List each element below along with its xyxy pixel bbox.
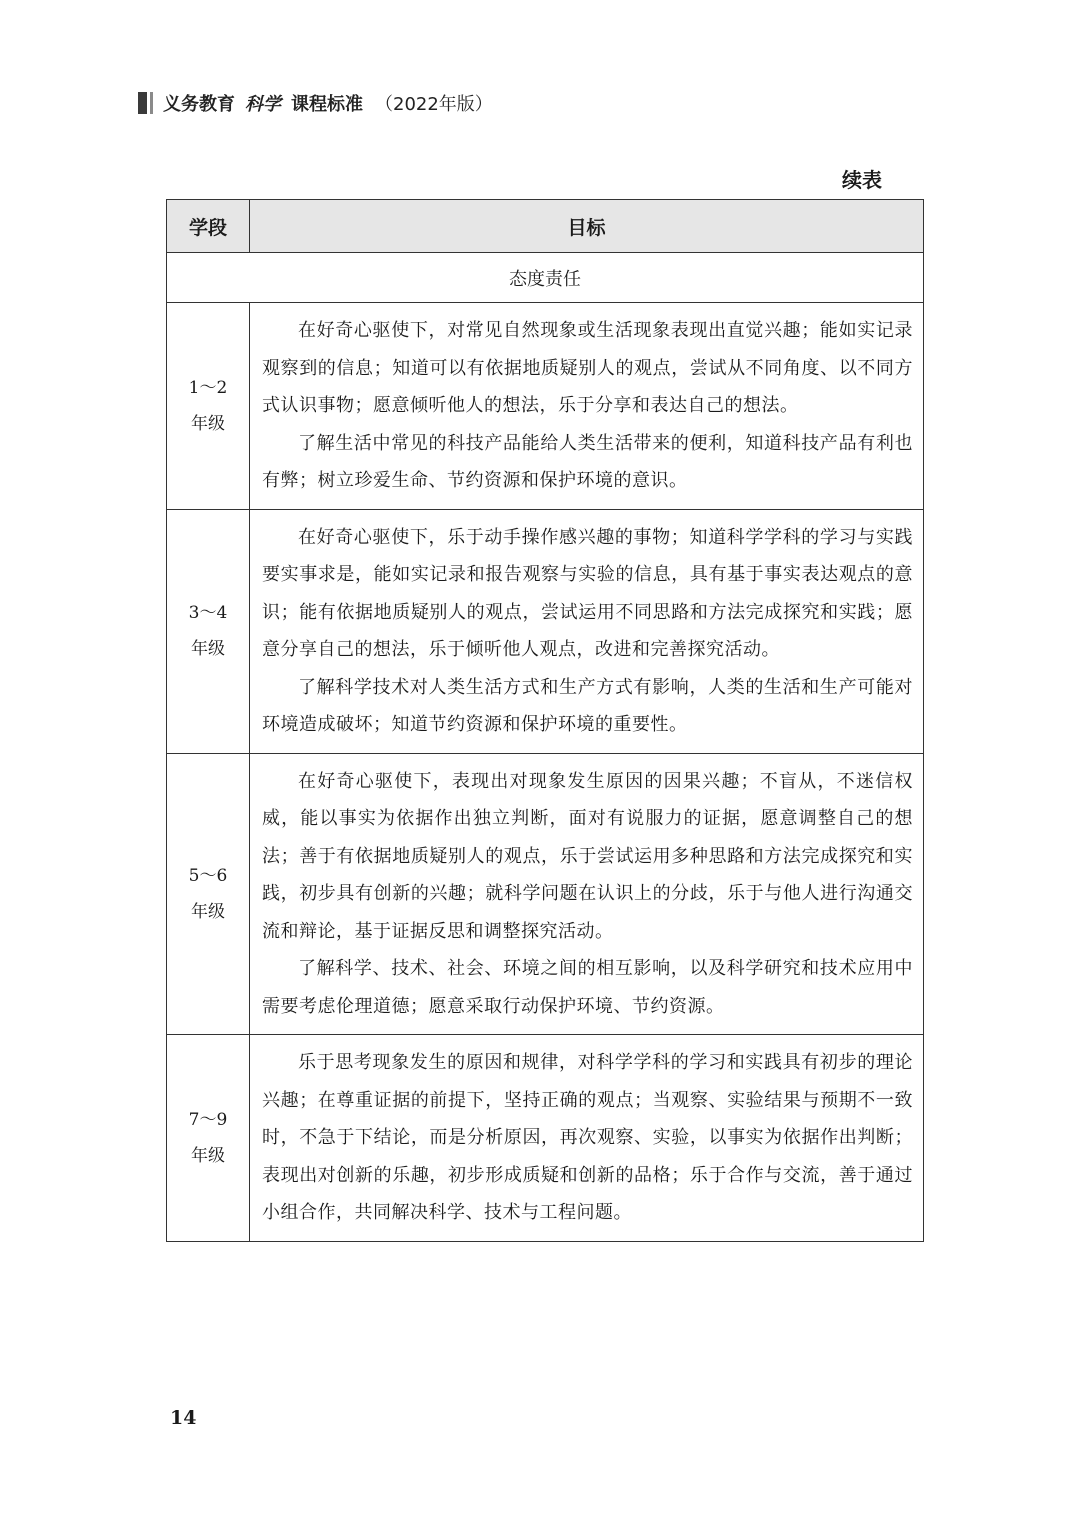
goal-cell	[250, 753, 924, 1035]
stage-range: 7～9	[188, 1109, 228, 1130]
goal-cell	[250, 303, 924, 510]
column-header-stage: 学段	[167, 200, 250, 253]
stage-unit: 年级	[191, 1145, 225, 1166]
goal-paragraph: 了解科学技术对人类生活方式和生产方式有影响，人类的生活和生产可能对环境造成破坏；知道节约资源和保护环境的重要性。	[262, 676, 913, 735]
table-row	[167, 509, 924, 753]
running-header	[138, 90, 493, 116]
header-subject: 科学	[245, 94, 281, 115]
continued-table-label: 续表	[842, 168, 882, 192]
table-row	[167, 1035, 924, 1242]
stage-range: 5～6	[188, 865, 228, 886]
page-number: 14	[170, 1407, 197, 1429]
stage-unit: 年级	[191, 639, 225, 659]
stage-unit: 年级	[191, 901, 225, 922]
stage-unit: 年级	[191, 413, 225, 434]
goal-cell	[250, 509, 924, 753]
goal-paragraph: 了解生活中常见的科技产品能给人类生活带来的便利，知道科技产品有利也有弊；树立珍爱生命、节约资源和保护环境的意识。	[262, 432, 913, 491]
stage-cell	[167, 509, 250, 753]
standards-table	[166, 199, 924, 1242]
goal-paragraph: 乐于思考现象发生的原因和规律，对科学学科的学习和实践具有初步的理论兴趣；在尊重证据的前提下，坚持正确的观点；当观察、实验结果与预期不一致时，不急于下结论，而是分析原因，再次观察、实验，以事实为依据作出判断；表现出对创新的乐趣，初步形成质疑和创新的品格；乐于合作与交流，善于通过小组合作，共同解决科学、技术与工程问题。	[262, 1052, 913, 1223]
column-header-goal: 目标	[250, 200, 924, 253]
section-row	[167, 253, 924, 303]
goal-paragraph: 在好奇心驱使下，表现出对现象发生原因的因果兴趣；不盲从，不迷信权威，能以事实为依据作出独立判断，面对有说服力的证据，愿意调整自己的想法；善于有依据地质疑别人的观点，乐于尝试运用多种思路和方法完成探究和实践，初步具有创新的兴趣；就科学问题在认识上的分歧，乐于与他人进行沟通交流和辩论，基于证据反思和调整探究活动。	[262, 770, 913, 942]
table-header-row	[167, 200, 924, 253]
header-book-title: 课程标准	[291, 94, 363, 115]
stage-cell	[167, 753, 250, 1035]
header-book-series: 义务教育	[163, 94, 235, 115]
table-row	[167, 753, 924, 1035]
header-edition: （2022年版）	[375, 94, 493, 115]
stage-range: 3～4	[188, 603, 228, 623]
goal-paragraph: 在好奇心驱使下，对常见自然现象或生活现象表现出直觉兴趣；能如实记录观察到的信息；知道可以有依据地质疑别人的观点，尝试从不同角度、以不同方式认识事物；愿意倾听他人的想法，乐于分享和表达自己的想法。	[262, 320, 913, 416]
table-row	[167, 303, 924, 510]
stage-cell	[167, 1035, 250, 1242]
stage-cell	[167, 303, 250, 510]
goal-cell	[250, 1035, 924, 1242]
goal-paragraph: 在好奇心驱使下，乐于动手操作感兴趣的事物；知道科学学科的学习与实践要实事求是，能如实记录和报告观察与实验的信息，具有基于事实表达观点的意识；能有依据地质疑别人的观点，尝试运用不同思路和方法完成探究和实践；愿意分享自己的想法，乐于倾听他人观点，改进和完善探究活动。	[262, 526, 913, 660]
stage-range: 1～2	[188, 377, 228, 398]
goal-paragraph: 了解科学、技术、社会、环境之间的相互影响，以及科学研究和技术应用中需要考虑伦理道德；愿意采取行动保护环境、节约资源。	[262, 958, 913, 1017]
section-title: 态度责任	[167, 253, 924, 303]
header-bars-icon	[138, 92, 153, 114]
